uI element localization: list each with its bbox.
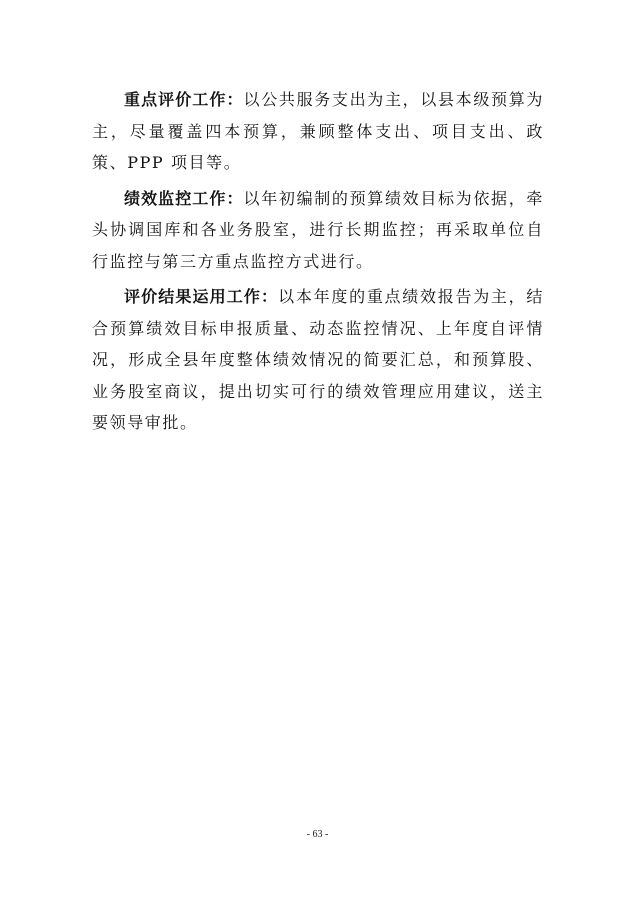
paragraph-term: 绩效监控工作： <box>124 188 244 208</box>
paragraph-text: 以公共服务支出为主，以县本级预算为主，尽量覆盖四本预算，兼顾整体支出、项目支出、政策、PPP 项目等。 <box>92 90 544 172</box>
document-body <box>92 84 544 443</box>
page-number: - 63 - <box>306 829 329 840</box>
paragraph-key-evaluation <box>92 84 544 179</box>
paragraph-performance-monitoring <box>92 183 544 278</box>
paragraph-term: 评价结果运用工作： <box>124 287 279 306</box>
paragraph-term: 重点评价工作： <box>124 90 244 109</box>
paragraph-result-application <box>92 281 544 439</box>
paragraph-text: 以本年度的重点绩效报告为主，结合预算绩效目标申报质量、动态监控情况、上年度自评情况，形成全县年度整体绩效情况的简要汇总，和预算股、业务股室商议，提出切实可行的绩效管理应用建议，送主要领导审批。 <box>92 287 544 432</box>
paragraph-text: 以年初编制的预算绩效目标为依据，牵头协调国库和各业务股室，进行长期监控；再采取单位自行监控与第三方重点监控方式进行。 <box>92 188 544 271</box>
